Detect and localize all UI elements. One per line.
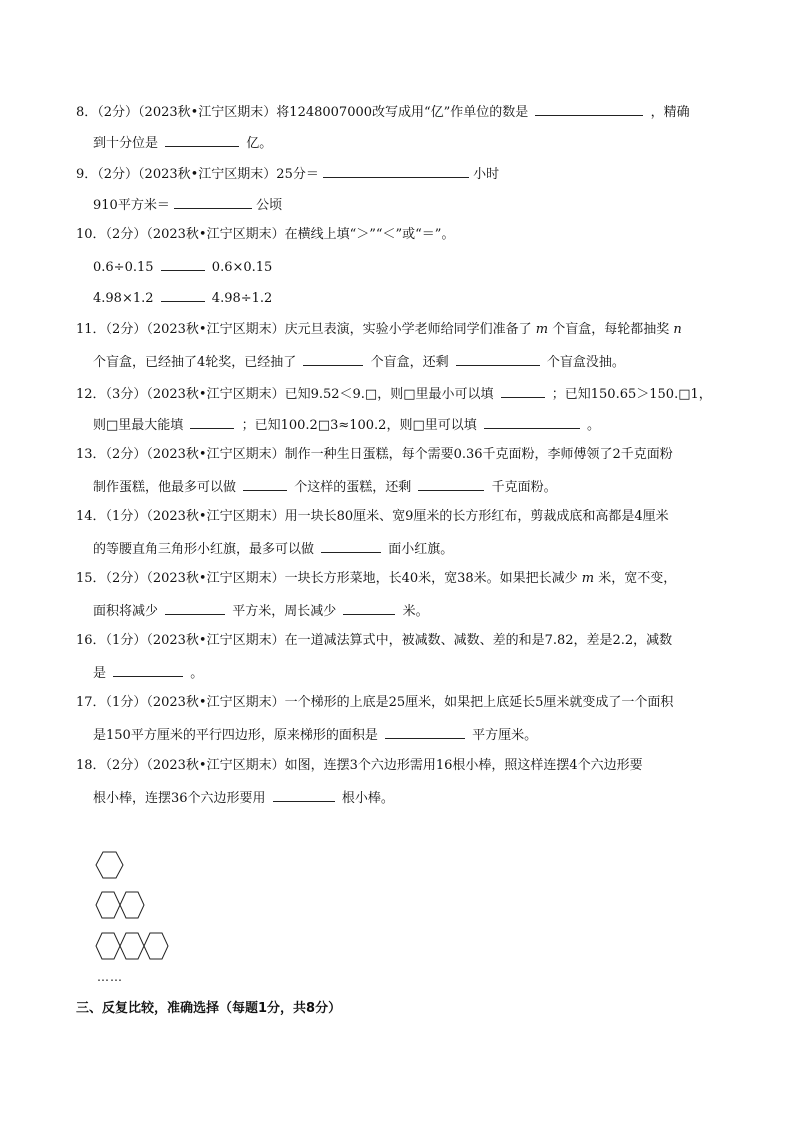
q11-blank-2[interactable] xyxy=(456,352,540,366)
q13-blank-1[interactable] xyxy=(243,477,287,491)
q16-text: 16．（1分）（2023秋•江宁区期末）在一道减法算式中，被减数、减数、差的和是7.82，差是2.2，减数 xyxy=(76,633,673,648)
question-13-line-2 xyxy=(93,477,557,497)
question-10-line-3 xyxy=(93,288,272,308)
q8-text-4: 亿。 xyxy=(246,136,273,151)
q8-text: 8．（2分）（2023秋•江宁区期末）将1248007000改写成用“亿”作单位的数是 xyxy=(76,105,529,120)
q14-blank-1[interactable] xyxy=(321,539,381,553)
ellipsis: …… xyxy=(97,970,123,984)
question-10-line-2 xyxy=(93,257,272,277)
question-15-line-1 xyxy=(76,570,676,588)
question-14-line-2 xyxy=(93,539,453,559)
question-12-line-1 xyxy=(76,384,712,404)
q12-text-3: 则□里最大能填 xyxy=(93,418,184,433)
q17-text-2: 是150平方厘米的平行四边形，原来梯形的面积是 xyxy=(93,728,378,743)
q18-text: 18．（2分）（2023秋•江宁区期末）如图，连摆3个六边形需用16根小棒，照这样连摆4个六边形要 xyxy=(76,758,643,773)
hexagon-row3-1 xyxy=(96,933,120,959)
q9-text: 9．（2分）（2023秋•江宁区期末）25分＝ xyxy=(76,167,319,182)
q15-blank-1[interactable] xyxy=(165,601,225,615)
q12-text-2: ；已知150.65＞150.□1， xyxy=(551,387,712,402)
q10-text: 10．（2分）（2023秋•江宁区期末）在横线上填“＞”“＜”或“＝”。 xyxy=(76,227,455,242)
q15-text: 15．（2分）（2023秋•江宁区期末）一块长方形菜地，长40米，宽38米。如果把长减少 xyxy=(76,571,578,586)
question-15-line-2 xyxy=(93,601,429,621)
question-17-line-1 xyxy=(76,694,673,712)
q11-blank-1[interactable] xyxy=(303,352,363,366)
q17-text-3: 平方厘米。 xyxy=(472,728,538,743)
q10-expr-3: 4.98×1.2 xyxy=(93,291,154,306)
q16-text-2: 是 xyxy=(93,666,107,681)
q9-blank-1[interactable] xyxy=(323,164,469,178)
q13-text: 13．（2分）（2023秋•江宁区期末）制作一种生日蛋糕，每个需要0.36千克面粉，李师傅领了2千克面粉 xyxy=(76,447,673,462)
question-17-line-2 xyxy=(93,725,537,745)
q13-text-3: 个这样的蛋糕，还剩 xyxy=(294,480,412,495)
q10-expr-1: 0.6÷0.15 xyxy=(93,260,154,275)
q12-blank-2[interactable] xyxy=(190,415,234,429)
q10-expr-2: 0.6×0.15 xyxy=(211,260,273,275)
question-18-line-2 xyxy=(93,788,394,808)
hexagon-row2-1 xyxy=(96,892,120,918)
question-9-line-2 xyxy=(93,195,282,215)
section-3-heading: 三、反复比较，准确选择（每题1分，共8分） xyxy=(76,1001,342,1016)
hexagon-pattern-figure xyxy=(90,848,180,968)
question-8-line-2 xyxy=(93,133,272,153)
q15-text-5: 米。 xyxy=(402,604,429,619)
q18-text-3: 根小棒。 xyxy=(341,791,394,806)
q16-text-3: 。 xyxy=(190,666,204,681)
q8-text-3: 到十分位是 xyxy=(93,136,159,151)
hexagon-row2-2 xyxy=(120,892,144,918)
q18-blank-1[interactable] xyxy=(273,788,335,802)
q10-expr-4: 4.98÷1.2 xyxy=(211,291,273,306)
q11-text-3: 个盲盒，已经抽了4轮奖，已经抽了 xyxy=(93,355,297,370)
question-9-line-1 xyxy=(76,164,499,184)
q18-text-2: 根小棒，连摆36个六边形要用 xyxy=(93,791,266,806)
q9-text-2: 小时 xyxy=(473,167,500,182)
q17-blank-1[interactable] xyxy=(385,725,465,739)
q13-text-2: 制作蛋糕，他最多可以做 xyxy=(93,480,237,495)
q12-text-5: 。 xyxy=(587,418,601,433)
hexagon-row1-1 xyxy=(96,852,123,878)
q9-blank-2[interactable] xyxy=(174,195,252,209)
question-10-line-1 xyxy=(76,226,454,244)
question-18-line-1 xyxy=(76,757,643,775)
q11-var-n: n xyxy=(673,322,682,337)
question-11-line-1 xyxy=(76,321,682,339)
q8-text-2: ，精确 xyxy=(650,105,690,120)
q10-blank-2[interactable] xyxy=(161,288,205,302)
q16-blank-1[interactable] xyxy=(113,663,183,677)
q11-var-m: m xyxy=(535,322,549,337)
q9-text-3: 910平方米＝ xyxy=(93,198,170,213)
q10-blank-1[interactable] xyxy=(161,257,205,271)
q13-text-4: 千克面粉。 xyxy=(491,480,557,495)
q14-text: 14．（1分）（2023秋•江宁区期末）用一块长80厘米、宽9厘米的长方形红布，剪裁成底和高都是4厘米 xyxy=(76,509,669,524)
q12-text: 12．（3分）（2023秋•江宁区期末）已知9.52＜9.□，则□里最小可以填 xyxy=(76,387,494,402)
q15-blank-2[interactable] xyxy=(343,601,395,615)
q9-text-4: 公顷 xyxy=(256,198,283,213)
q14-text-2: 的等腰直角三角形小红旗，最多可以做 xyxy=(93,542,315,557)
q17-text: 17．（1分）（2023秋•江宁区期末）一个梯形的上底是25厘米，如果把上底延长5厘米就变成了一个面积 xyxy=(76,695,674,710)
q11-text-5: 个盲盒没抽。 xyxy=(546,355,625,370)
question-16-line-1 xyxy=(76,632,672,650)
question-13-line-1 xyxy=(76,446,673,464)
question-11-line-2 xyxy=(93,352,625,372)
question-14-line-1 xyxy=(76,508,669,526)
question-16-line-2 xyxy=(93,663,203,683)
q8-blank-1[interactable] xyxy=(535,102,643,116)
q13-blank-2[interactable] xyxy=(418,477,484,491)
q11-text-4: 个盲盒，还剩 xyxy=(370,355,449,370)
q12-text-4: ；已知100.2□3≈100.2，则□里可以填 xyxy=(241,418,477,433)
q11-text-2: 个盲盒，每轮都抽奖 xyxy=(552,322,670,337)
hexagon-row3-2 xyxy=(120,933,144,959)
q15-var-m: m xyxy=(581,571,595,586)
q15-text-2: 米，宽不变， xyxy=(598,571,677,586)
q8-blank-2[interactable] xyxy=(165,133,239,147)
question-8-line-1 xyxy=(76,102,690,122)
question-12-line-2 xyxy=(93,415,600,435)
q12-blank-1[interactable] xyxy=(501,384,545,398)
q11-text: 11．（2分）（2023秋•江宁区期末）庆元旦表演，实验小学老师给同学们准备了 xyxy=(76,322,532,337)
q14-text-3: 面小红旗。 xyxy=(388,542,454,557)
q12-blank-3[interactable] xyxy=(484,415,580,429)
hexagon-row3-3 xyxy=(144,933,168,959)
q15-text-3: 面积将减少 xyxy=(93,604,159,619)
q15-text-4: 平方米，周长减少 xyxy=(232,604,337,619)
